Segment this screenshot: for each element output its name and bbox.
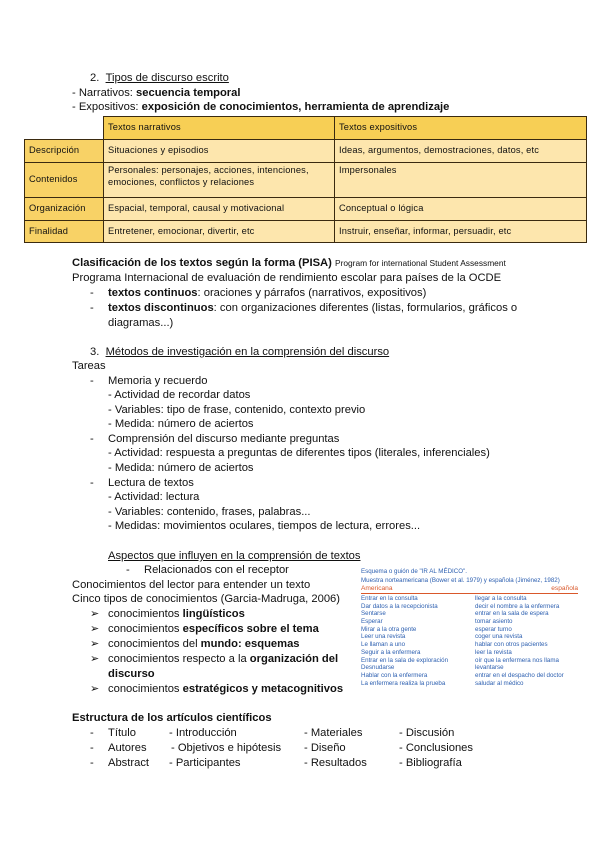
header-narrativos: Textos narrativos bbox=[104, 117, 335, 140]
estructura-cell: - Resultados bbox=[304, 757, 367, 769]
estructura-cell: Título bbox=[108, 727, 136, 739]
arrow-bullet-icon: ➢ bbox=[90, 623, 100, 635]
estructura-title-text: Estructura de los artículos científicos bbox=[72, 712, 272, 724]
bullet-dash: - bbox=[90, 375, 94, 387]
knowledge-item bbox=[90, 622, 319, 637]
script-step: saludar al médico bbox=[475, 679, 524, 687]
knowledge-pre: conocimientos bbox=[108, 608, 183, 620]
knowledge-pre: conocimientos bbox=[108, 683, 183, 695]
narrativos-value: secuencia temporal bbox=[136, 87, 241, 99]
header-espanola: española bbox=[551, 585, 578, 592]
task-item: - Actividad: respuesta a preguntas de diferentes tipos (literales, inferenciales) bbox=[108, 447, 490, 459]
bullet-dash: - bbox=[90, 477, 94, 489]
task-item: - Medidas: movimientos oculares, tiempos de lectura, errores... bbox=[108, 520, 421, 532]
script-step: Dar datos a la recepcionista bbox=[361, 602, 438, 610]
arrow-bullet-icon: ➢ bbox=[90, 653, 100, 665]
task-item: - Actividad de recordar datos bbox=[108, 389, 251, 401]
task-group-title bbox=[90, 432, 339, 447]
script-step: Desnudarse bbox=[361, 664, 395, 672]
estructura-cell: Autores bbox=[108, 742, 147, 754]
script-step: llegar a la consulta bbox=[475, 595, 527, 602]
text-types-table bbox=[24, 116, 587, 243]
tareas-label: Tareas bbox=[72, 360, 106, 372]
script-step: entrar en la sala de espera bbox=[475, 610, 549, 618]
aspectos-sub-text: Relacionados con el receptor bbox=[144, 564, 289, 576]
knowledge-bold: lingüísticos bbox=[182, 608, 245, 620]
section-title: Tipos de discurso escrito bbox=[105, 72, 229, 84]
cell-narrativos: Situaciones y episodios bbox=[104, 140, 335, 163]
pisa-subtitle: Program for international Student Assessment bbox=[334, 258, 506, 268]
pisa-item-continuation: diagramas...) bbox=[108, 317, 174, 329]
aspectos-line: Cinco tipos de conocimientos (Garcia-Madruga, 2006) bbox=[72, 593, 341, 605]
knowledge-bold: específicos sobre el tema bbox=[182, 623, 319, 635]
knowledge-item bbox=[90, 607, 245, 622]
task-group-title bbox=[90, 476, 194, 491]
script-step: Entrar en la sala de exploración bbox=[361, 656, 449, 664]
knowledge-bold: organización del bbox=[249, 653, 339, 665]
task-item: - Variables: tipo de frase, contenido, contexto previo bbox=[108, 404, 366, 416]
script-step: Entrar en la consulta bbox=[361, 595, 418, 602]
table-row bbox=[25, 163, 587, 198]
estructura-cell: - Discusión bbox=[399, 727, 455, 739]
aspectos-title: Aspectos que influyen en la comprensión de textos bbox=[108, 550, 361, 562]
task-title: Lectura de textos bbox=[108, 477, 194, 489]
narrativos-line bbox=[72, 86, 241, 101]
script-step: Mirar a la otra gente bbox=[361, 625, 417, 633]
bullet-dash: - bbox=[90, 727, 94, 739]
section-title: Métodos de investigación en la comprensión del discurso bbox=[105, 346, 390, 358]
script-step: hablar con otros pacientes bbox=[475, 641, 548, 649]
knowledge-item bbox=[90, 682, 343, 697]
pisa-item bbox=[90, 286, 426, 301]
table-corner bbox=[25, 117, 104, 140]
task-item: - Actividad: lectura bbox=[108, 491, 200, 503]
pisa-term: textos discontinuos bbox=[108, 302, 214, 314]
cell-expositivos: Ideas, argumentos, demostraciones, datos, etc bbox=[335, 140, 587, 163]
expositivos-line bbox=[72, 100, 449, 115]
task-item: - Medida: número de aciertos bbox=[108, 418, 254, 430]
script-step: coger una revista bbox=[475, 633, 523, 641]
estructura-cell: - Conclusiones bbox=[399, 742, 473, 754]
arrow-bullet-icon: ➢ bbox=[90, 638, 100, 650]
script-step: Sentarse bbox=[361, 610, 386, 618]
estructura-cell: Abstract bbox=[108, 757, 150, 769]
estructura-cell: - Diseño bbox=[304, 742, 346, 754]
aspectos-sub bbox=[126, 563, 289, 578]
script-step: La enfermera realiza la prueba bbox=[361, 679, 446, 687]
header-expositivos: Textos expositivos bbox=[335, 117, 587, 140]
estructura-title bbox=[72, 711, 272, 726]
bullet-dash: - bbox=[90, 742, 94, 754]
knowledge-bold: estratégicos y metacognitivos bbox=[182, 683, 344, 695]
knowledge-item bbox=[90, 637, 300, 652]
arrow-bullet-icon: ➢ bbox=[90, 683, 100, 695]
task-item: - Variables: contenido, frases, palabras... bbox=[108, 506, 311, 518]
pisa-heading bbox=[72, 256, 506, 271]
script-step: esperar turno bbox=[475, 625, 512, 633]
pisa-text: : oraciones y párrafos (narrativos, expositivos) bbox=[197, 287, 427, 299]
knowledge-item-continuation bbox=[108, 667, 155, 682]
script-step: Seguir a la enfermera bbox=[361, 648, 421, 656]
estructura-cell: - Objetivos e hipótesis bbox=[171, 742, 282, 754]
figure-column-headers bbox=[361, 585, 578, 594]
row-label: Descripción bbox=[25, 140, 104, 163]
script-step: tomar asiento bbox=[475, 618, 513, 626]
script-step: levantarse bbox=[475, 664, 504, 672]
espanola-column bbox=[475, 595, 564, 687]
knowledge-bold: discurso bbox=[108, 668, 155, 680]
task-item: - Medida: número de aciertos bbox=[108, 462, 254, 474]
section-number: 2. bbox=[90, 72, 100, 84]
cell-expositivos: Conceptual o lógica bbox=[335, 198, 587, 221]
bullet-dash: - bbox=[90, 757, 94, 769]
expositivos-value: exposición de conocimientos, herramienta de aprendizaje bbox=[141, 101, 450, 113]
americana-column bbox=[361, 595, 448, 687]
row-label: Finalidad bbox=[25, 221, 104, 243]
pisa-title: Clasificación de los textos según la forma (PISA) bbox=[72, 257, 332, 269]
cell-narrativos: Entretener, emocionar, divertir, etc bbox=[104, 221, 335, 243]
section-number: 3. bbox=[90, 346, 100, 358]
section-2-heading bbox=[90, 71, 229, 86]
task-title: Memoria y recuerdo bbox=[108, 375, 208, 387]
knowledge-pre: conocimientos respecto a la bbox=[108, 653, 250, 665]
pisa-term: textos continuos bbox=[108, 287, 198, 299]
task-group-title bbox=[90, 374, 207, 389]
row-label: Organización bbox=[25, 198, 104, 221]
task-title: Comprensión del discurso mediante preguntas bbox=[108, 433, 340, 445]
knowledge-item bbox=[90, 652, 338, 667]
bullet-dash: - bbox=[90, 433, 94, 445]
expositivos-label: - Expositivos: bbox=[72, 101, 142, 113]
row-label: Contenidos bbox=[25, 163, 104, 198]
table-row bbox=[25, 221, 587, 243]
knowledge-bold: mundo: esquemas bbox=[200, 638, 300, 650]
bullet-dash: - bbox=[126, 564, 130, 576]
pisa-text: : con organizaciones diferentes (listas, formularios, gráficos o bbox=[213, 302, 518, 314]
bullet-dash: - bbox=[90, 287, 94, 299]
estructura-cell: - Introducción bbox=[169, 727, 237, 739]
script-step: Hablar con la enfermera bbox=[361, 671, 428, 679]
section-3-heading bbox=[90, 345, 389, 360]
table-row bbox=[25, 140, 587, 163]
estructura-cell: - Materiales bbox=[304, 727, 363, 739]
knowledge-pre: conocimientos del bbox=[108, 638, 201, 650]
bullet-dash: - bbox=[90, 302, 94, 314]
script-step: Le llaman a uno bbox=[361, 641, 406, 649]
cell-expositivos: Impersonales bbox=[335, 163, 587, 198]
table-header-row bbox=[25, 117, 587, 140]
script-step: decir el nombre a la enfermera bbox=[475, 602, 560, 610]
table-row bbox=[25, 198, 587, 221]
script-step: leer la revista bbox=[475, 648, 512, 656]
knowledge-pre: conocimientos bbox=[108, 623, 183, 635]
figure-title: Esquema o guión de "IR AL MÉDICO". bbox=[361, 568, 467, 575]
estructura-cell: - Participantes bbox=[169, 757, 241, 769]
doctor-script-figure bbox=[358, 568, 590, 708]
arrow-bullet-icon: ➢ bbox=[90, 608, 100, 620]
script-step: entrar en el despacho del doctor bbox=[475, 671, 564, 679]
cell-expositivos: Instruir, enseñar, informar, persuadir, etc bbox=[335, 221, 587, 243]
aspectos-line: Conocimientos del lector para entender un texto bbox=[72, 579, 311, 591]
figure-subtitle: Muestra norteamericana (Bower et al. 1979) y española (Jiménez, 1982) bbox=[361, 576, 560, 584]
estructura-cell: - Bibliografía bbox=[399, 757, 462, 769]
script-step: Leer una revista bbox=[361, 633, 406, 641]
narrativos-label: - Narrativos: bbox=[72, 87, 137, 99]
pisa-description: Programa Internacional de evaluación de rendimiento escolar para países de la OCDE bbox=[72, 272, 502, 284]
script-step: Esperar bbox=[361, 618, 383, 626]
cell-narrativos: Espacial, temporal, causal y motivacional bbox=[104, 198, 335, 221]
cell-narrativos: Personales: personajes, acciones, intenciones, emociones, conflictos y relaciones bbox=[104, 163, 335, 198]
script-step: oír que la enfermera nos llama bbox=[475, 656, 559, 664]
header-americana: Americana bbox=[361, 585, 393, 592]
pisa-item bbox=[90, 301, 517, 316]
